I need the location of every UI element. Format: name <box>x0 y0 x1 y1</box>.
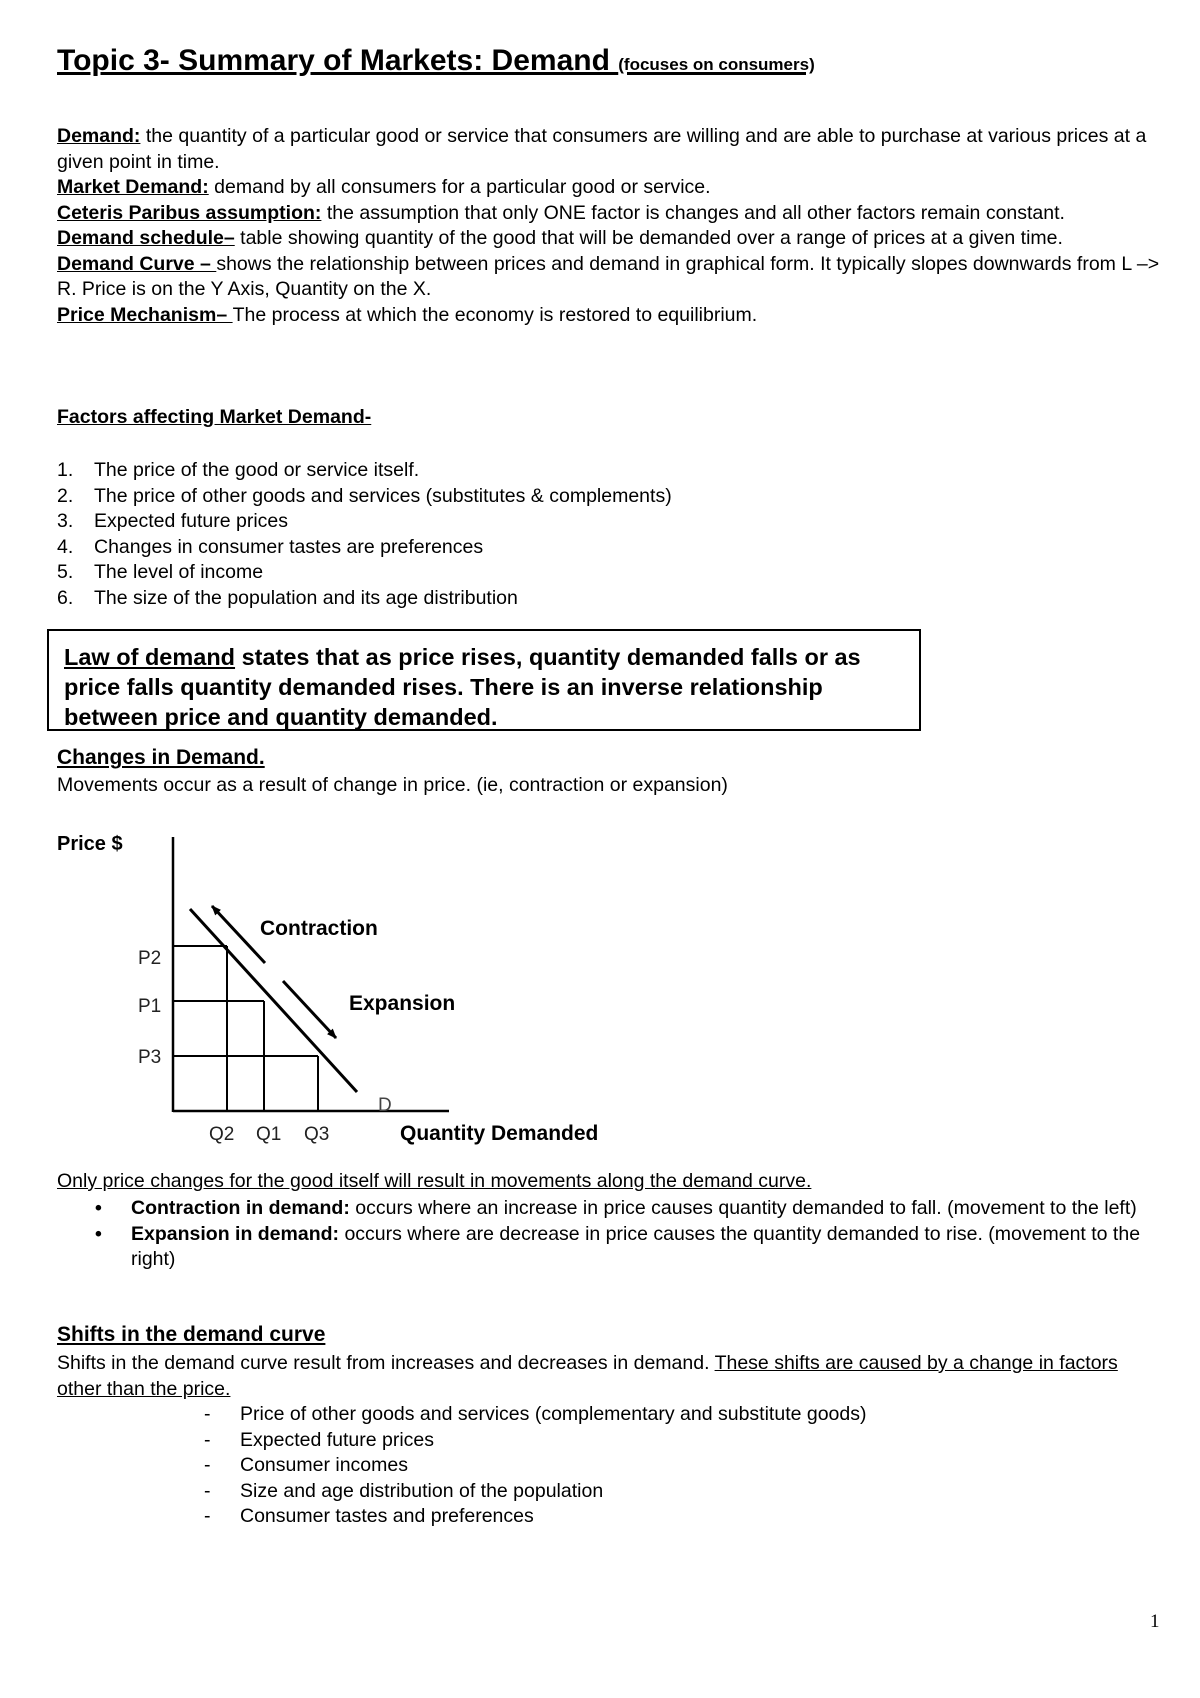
dash-marker: - <box>204 1403 211 1425</box>
list-item <box>57 535 672 561</box>
factors-list <box>57 458 672 612</box>
dash-marker: - <box>204 1505 211 1527</box>
list-text: Size and age distribution of the population <box>240 1479 604 1502</box>
definition-text: shows the relationship between prices and demand in graphical form. It typically slopes downwards from L –> R. Price is on the Y Axis, Quantity on the X. <box>57 252 1160 300</box>
list-text: Expected future prices <box>94 510 289 533</box>
definition-text: table showing quantity of the good that will be demanded over a range of prices at a given time. <box>234 227 1063 249</box>
demand-chart <box>0 820 700 1160</box>
list-number: 1. <box>57 459 74 481</box>
law-text: states that as price rises, quantity demanded falls or as price falls quantity demanded rises. There is an inverse relationship between price and quantity demanded. <box>64 644 861 730</box>
list-number: 2. <box>57 484 74 507</box>
list-text: Consumer incomes <box>240 1454 408 1476</box>
quantity-tick-q1: Q1 <box>256 1124 282 1145</box>
list-item <box>57 560 672 586</box>
list-item <box>57 458 672 484</box>
list-item <box>57 1428 867 1454</box>
definition-price-mechanism <box>57 303 1172 329</box>
shifts-heading: Shifts in the demand curve <box>57 1323 326 1346</box>
movements-list <box>57 1196 1167 1273</box>
list-text: The level of income <box>94 561 264 584</box>
bullet-text: occurs where an increase in price causes quantity demanded to fall. (movement to the left) <box>349 1197 1137 1219</box>
dash-marker: - <box>204 1479 211 1502</box>
definition-term: Price Mechanism– <box>57 303 233 326</box>
list-number: 3. <box>57 510 74 533</box>
changes-description: Movements occur as a result of change in price. (ie, contraction or expansion) <box>57 774 728 796</box>
price-tick-p1: P1 <box>138 996 162 1017</box>
law-term: Law of demand <box>64 644 236 670</box>
definition-demand-curve <box>57 252 1172 303</box>
page-number: 1 <box>1150 1611 1160 1632</box>
dash-marker: - <box>204 1428 211 1451</box>
expansion-label: Expansion <box>349 992 456 1015</box>
list-item <box>57 1504 867 1530</box>
definition-text: The process at which the economy is restored to equilibrium. <box>232 303 758 326</box>
list-text: Expected future prices <box>240 1428 435 1451</box>
definition-term: Market Demand: <box>57 176 209 198</box>
title-sub: (focuses on consumers) <box>618 55 815 74</box>
list-text: Consumer tastes and preferences <box>240 1505 534 1527</box>
definition-term: Demand Curve – <box>57 252 217 275</box>
list-text: Price of other goods and services (complementary and substitute goods) <box>240 1403 867 1425</box>
price-tick-p2: P2 <box>138 948 162 969</box>
price-tick-p3: P3 <box>138 1047 162 1068</box>
list-number: 4. <box>57 535 74 558</box>
dash-marker: - <box>204 1454 211 1476</box>
changes-heading: Changes in Demand. <box>57 746 265 769</box>
list-item <box>57 1479 867 1505</box>
factors-heading: Factors affecting Market Demand- <box>57 406 372 428</box>
list-number: 5. <box>57 561 74 584</box>
list-text: Changes in consumer tastes are preferences <box>94 535 484 558</box>
shifts-desc-underlined: These shifts are caused by a change in factors other than the price. <box>57 1352 1118 1400</box>
definition-demand <box>57 124 1172 175</box>
quantity-tick-q2: Q2 <box>209 1124 235 1145</box>
title-main: Topic 3- Summary of Markets: Demand <box>57 44 619 77</box>
definition-ceteris-paribus <box>57 201 1172 227</box>
bullet-term: Expansion in demand: <box>131 1222 340 1245</box>
list-number: 6. <box>57 586 74 609</box>
bullet-term: Contraction in demand: <box>131 1197 350 1219</box>
expansion-arrow <box>283 981 336 1038</box>
shift-factors-list <box>57 1402 867 1530</box>
bullet-text: occurs where are decrease in price causes the quantity demanded to rise. (movement to the right) <box>131 1222 1141 1270</box>
definition-term: Demand schedule– <box>57 227 235 249</box>
list-item <box>57 586 672 612</box>
quantity-tick-q3: Q3 <box>304 1124 330 1145</box>
x-axis-label: Quantity Demanded <box>400 1122 599 1145</box>
law-of-demand-box <box>47 629 921 731</box>
shifts-desc-text: Shifts in the demand curve result from increases and decreases in demand. <box>57 1352 715 1374</box>
movements-intro: Only price changes for the good itself will result in movements along the demand curve. <box>57 1170 812 1192</box>
contraction-label: Contraction <box>260 917 378 940</box>
contraction-arrow <box>212 906 265 963</box>
list-item <box>57 484 672 510</box>
definitions <box>57 124 1172 328</box>
definition-market-demand <box>57 175 1172 201</box>
list-item <box>57 509 672 535</box>
shifts-description <box>57 1351 1167 1402</box>
definition-text: the quantity of a particular good or service that consumers are willing and are able to purchase at various prices at a given point in time. <box>57 125 1147 173</box>
definition-text: the assumption that only ONE factor is changes and all other factors remain constant. <box>321 201 1065 224</box>
definition-text: demand by all consumers for a particular good or service. <box>208 176 711 198</box>
definition-demand-schedule <box>57 226 1172 252</box>
page-title <box>57 44 815 78</box>
list-item <box>57 1196 1167 1222</box>
list-item <box>57 1453 867 1479</box>
list-text: The price of other goods and services (substitutes & complements) <box>94 484 672 507</box>
bullet-icon: • <box>95 1222 102 1245</box>
definition-term: Ceteris Paribus assumption: <box>57 201 322 224</box>
list-text: The size of the population and its age distribution <box>94 586 518 609</box>
definition-term: Demand: <box>57 125 141 147</box>
bullet-icon: • <box>95 1197 102 1219</box>
curve-label: D <box>378 1095 392 1116</box>
list-text: The price of the good or service itself. <box>94 459 420 481</box>
y-axis-label: Price $ <box>57 833 123 855</box>
list-item <box>57 1222 1167 1273</box>
list-item <box>57 1402 867 1428</box>
